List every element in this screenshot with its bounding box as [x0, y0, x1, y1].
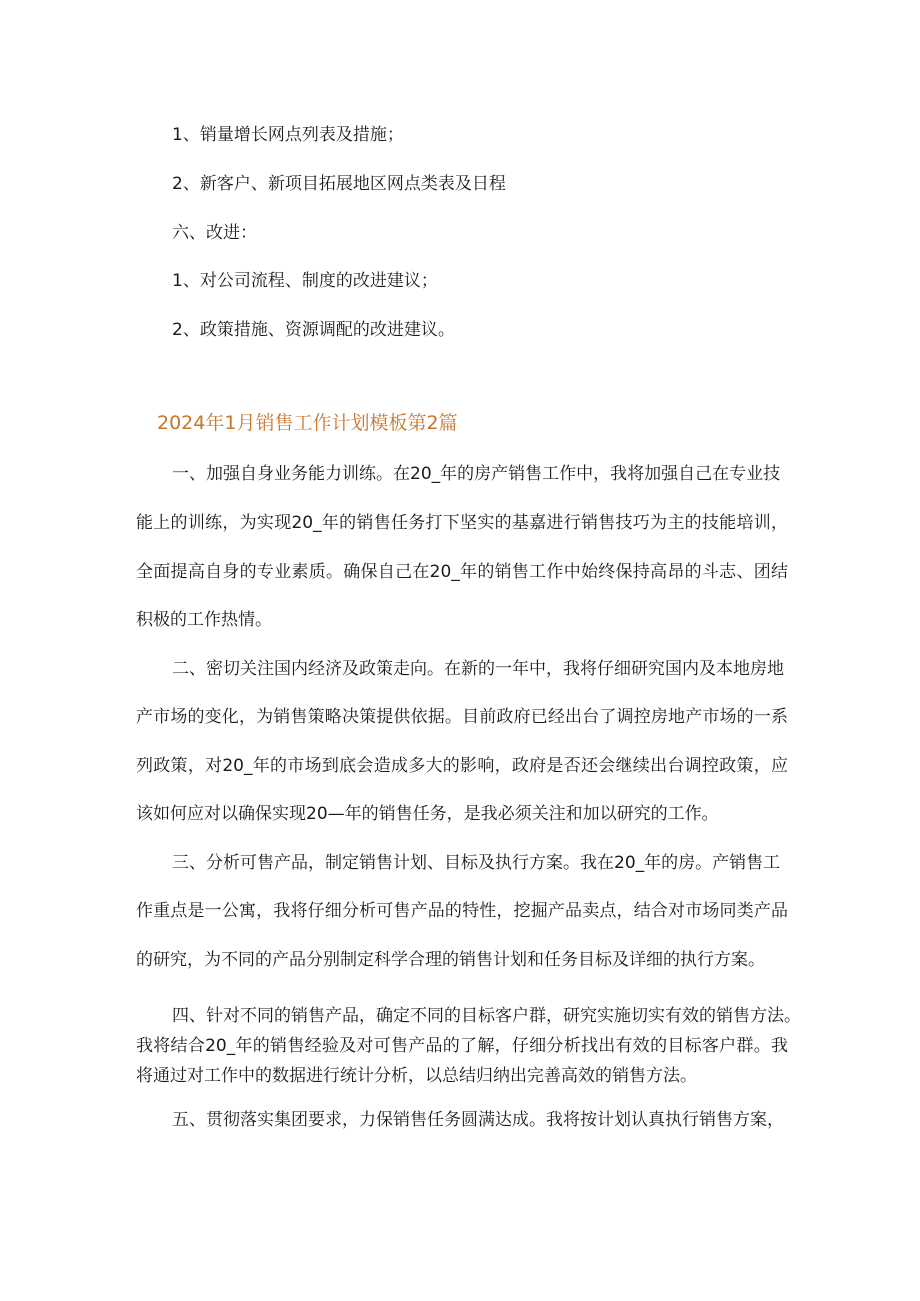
paragraph-line: 能上的训练，为实现20_年的销售任务打下坚实的基嘉进行销售技巧为主的技能培训， — [136, 513, 788, 533]
paragraph-line: 一、加强自身业务能力训练。在20_年的房产销售工作中，我将加强自己在专业技 — [172, 464, 781, 484]
list-item: 2、新客户、新项目拓展地区网点类表及日程 — [172, 174, 506, 194]
list-item: 2、政策措施、资源调配的改进建议。 — [172, 320, 455, 340]
paragraph-line: 二、密切关注国内经济及政策走向。在新的一年中，我将仔细研究国内及本地房地 — [172, 659, 784, 679]
paragraph-line: 该如何应对以确保实现20—年的销售任务，是我必须关注和加以研究的工作。 — [136, 804, 719, 824]
paragraph-line: 我将结合20_年的销售经验及对可售产品的了解，仔细分析找出有效的目标客户群。我 — [136, 1036, 788, 1056]
paragraph-line: 将通过对工作中的数据进行统计分析，以总结归纳出完善高效的销售方法。 — [136, 1066, 697, 1086]
list-item: 1、对公司流程、制度的改进建议； — [172, 271, 438, 291]
paragraph-line: 三、分析可售产品，制定销售计划、目标及执行方案。我在20_年的房。产销售工 — [172, 853, 781, 873]
paragraph-line: 列政策，对20_年的市场到底会造成多大的影响，政府是否还会继续出台调控政策，应 — [136, 756, 788, 776]
paragraph-line: 四、针对不同的销售产品，确定不同的目标客户群，研究实施切实有效的销售方法。 — [172, 1006, 801, 1026]
paragraph-line: 全面提高自身的专业素质。确保自己在20_年的销售工作中始终保持高昂的斗志、团结 — [136, 562, 788, 582]
paragraph-line: 五、贯彻落实集团要求，力保销售任务圆满达成。我将按计划认真执行销售方案， — [172, 1110, 784, 1130]
paragraph-line: 产市场的变化，为销售策略决策提供依据。目前政府已经出台了调控房地产市场的一系 — [136, 707, 788, 727]
paragraph-line: 的研究，为不同的产品分别制定科学合理的销售计划和任务目标及详细的执行方案。 — [136, 950, 765, 970]
paragraph-line: 积极的工作热情。 — [136, 610, 272, 630]
section-heading: 六、改进： — [172, 223, 257, 243]
page-title: 2024年1月销售工作计划模板第2篇 — [157, 412, 458, 434]
list-item: 1、销量增长网点列表及措施； — [172, 125, 404, 145]
paragraph-line: 作重点是一公寓，我将仔细分析可售产品的特性，挖掘产品卖点，结合对市场同类产品 — [136, 901, 788, 921]
